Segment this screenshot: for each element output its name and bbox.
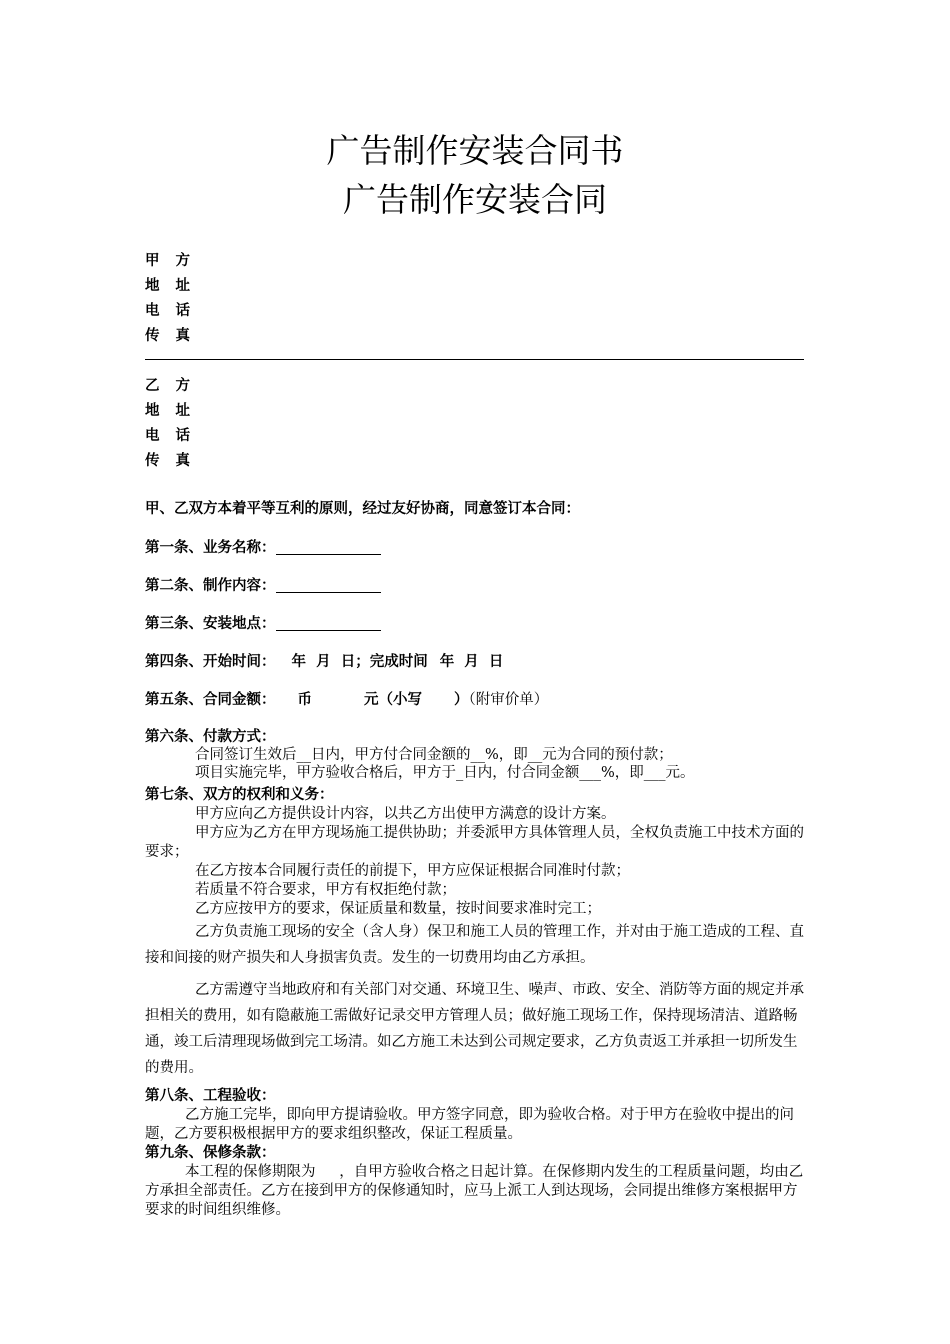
- article-5: [145, 689, 548, 711]
- article-9-text: 本工程的保修期限为 ，自甲方验收合格之日起计算。在保修期内发生的工程质量问题，均由乙方承担全部责任。乙方在接到甲方的保修通知时，应马上派工人到达现场，会同提出维修方案根据甲方要求的时间组织维修。: [145, 1164, 804, 1218]
- article-6-heading: 第六条、付款方式：: [145, 729, 276, 745]
- party-b-phone-label: 电话: [145, 428, 206, 444]
- article-4-label: 第四条、开始时间：: [145, 654, 276, 670]
- article-7-item-7: 乙方需遵守当地政府和有关部门对交通、环境卫生、噪声、市政、安全、消防等方面的规定并承担相关的费用，如有隐蔽施工需做好记录交甲方管理人员；做好施工现场工作，保持现场清洁、道路畅通，竣工后清理现场做到完工场清。如乙方施工未达到公司规定要求，乙方负责返工并承担一切所发生的费用。: [145, 982, 804, 1076]
- intro-text: 甲、乙双方本着平等互利的原则，经过友好协商，同意签订本合同：: [145, 501, 580, 517]
- article-2-blank: [276, 576, 381, 593]
- currency-label: 币: [297, 692, 312, 708]
- article-2-label: 第二条、制作内容：: [145, 578, 276, 594]
- article-8: [145, 1087, 805, 1144]
- party-a-name-label: 甲方: [145, 253, 206, 269]
- payment-line-2: 项目实施完毕，甲方验收合格后，甲方于_日内，付合同金额___%，即___元。: [195, 765, 695, 781]
- end-date: 年 月 日: [439, 654, 504, 670]
- article-1-blank: [276, 538, 381, 555]
- yuan-close: ）: [454, 692, 469, 708]
- article-1: [145, 537, 381, 559]
- party-a-phone-label: 电话: [145, 303, 206, 319]
- party-b-name-label: 乙方: [145, 378, 206, 394]
- article-7-item-5: 乙方应按甲方的要求，保证质量和数量，按时间要求准时完工；: [195, 901, 601, 917]
- article-7-item-2: 甲方应为乙方在甲方现场施工提供协助；并委派甲方具体管理人员，全权负责施工中技术方面的要求；: [145, 825, 804, 860]
- divider: [145, 359, 804, 360]
- document-title: 广告制作安装合同书: [326, 131, 624, 170]
- party-b-fax-label: 传真: [145, 453, 206, 469]
- article-7-item-4: 若质量不符合要求，甲方有权拒绝付款；: [195, 882, 456, 898]
- yuan-label: 元（小写: [364, 692, 422, 708]
- article-3-label: 第三条、安装地点：: [145, 616, 276, 632]
- article-4: [145, 651, 503, 673]
- article-6: [145, 728, 805, 782]
- article-9: [145, 1144, 805, 1220]
- party-a-address-label: 地址: [145, 278, 206, 294]
- price-note: （附审价单）: [468, 692, 549, 708]
- article-1-label: 第一条、业务名称：: [145, 540, 276, 556]
- article-7-item-3: 在乙方按本合同履行责任的前提下，甲方应保证根据合同准时付款；: [195, 863, 630, 879]
- start-date: 年 月 日；完成时间: [291, 654, 428, 670]
- article-2: [145, 575, 381, 597]
- article-7: [145, 786, 805, 1081]
- article-9-heading: 第九条、保修条款：: [145, 1145, 276, 1161]
- article-8-text: 乙方施工完毕，即向甲方提请验收。甲方签字同意，即为验收合格。对于甲方在验收中提出的问题，乙方要积极根据甲方的要求组织整改，保证工程质量。: [145, 1107, 794, 1142]
- article-7-item-1: 甲方应向乙方提供设计内容，以共乙方出使甲方满意的设计方案。: [195, 806, 616, 822]
- article-3-blank: [276, 614, 381, 631]
- payment-line-1: 合同签订生效后__日内，甲方付合同金额的__%，即__元为合同的预付款；: [195, 747, 673, 763]
- article-7-item-6: 乙方负责施工现场的安全（含人身）保卫和施工人员的管理工作，并对由于施工造成的工程、直接和间接的财产损失和人身损害负责。发生的一切费用均由乙方承担。: [145, 924, 804, 966]
- party-a-fax-label: 传真: [145, 328, 206, 344]
- article-8-heading: 第八条、工程验收：: [145, 1088, 276, 1104]
- article-5-label: 第五条、合同金额：: [145, 692, 276, 708]
- party-b-address-label: 地址: [145, 403, 206, 419]
- article-3: [145, 613, 381, 635]
- article-7-heading: 第七条、双方的权利和义务：: [145, 787, 334, 803]
- document-subtitle: 广告制作安装合同: [343, 180, 607, 219]
